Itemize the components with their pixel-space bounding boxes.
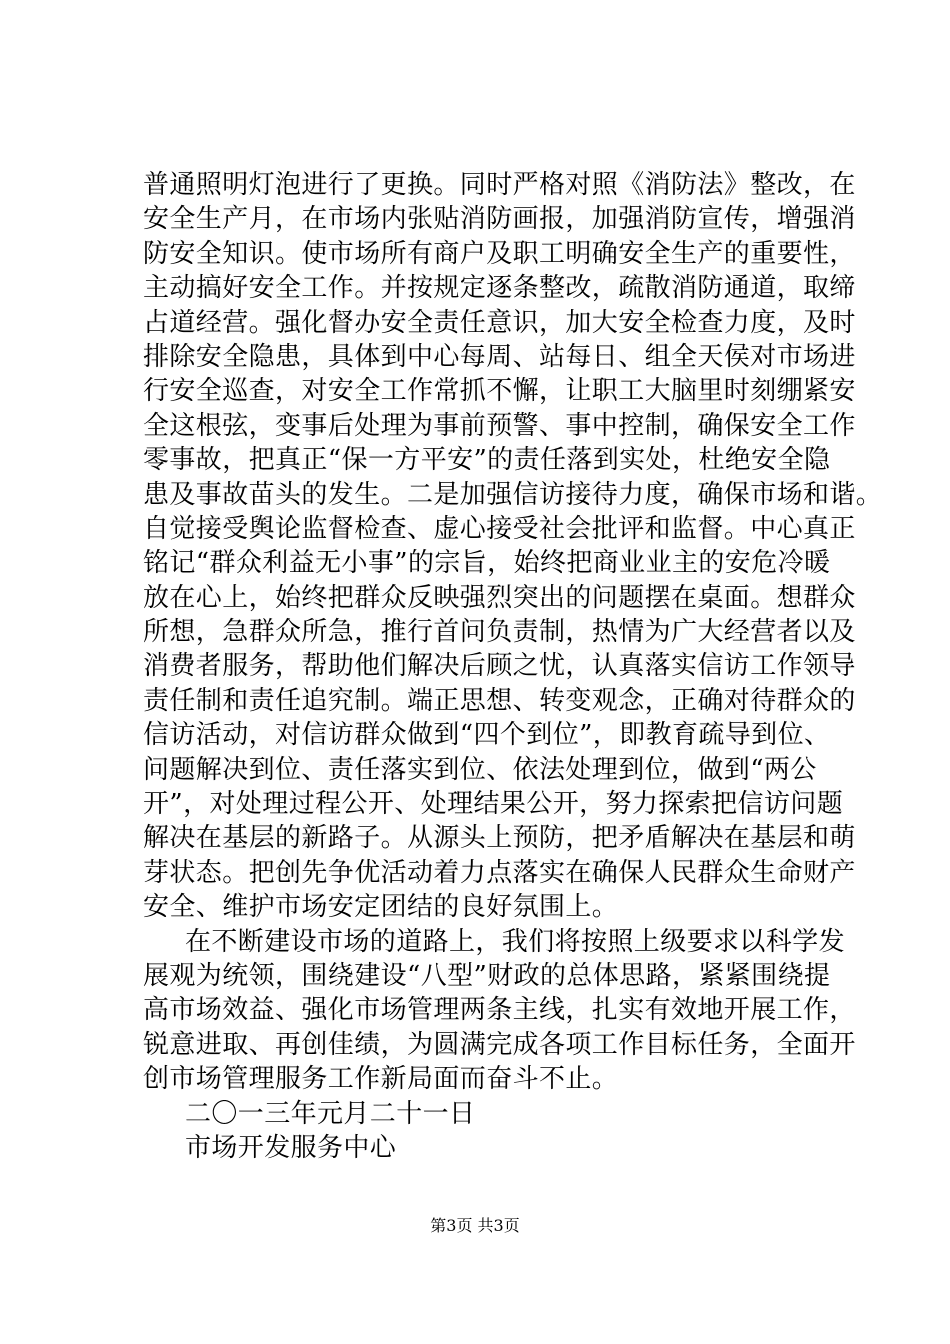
page-footer — [0, 1213, 950, 1236]
text-line: 安全、维护市场安定团结的良好氛围上。 — [143, 892, 619, 923]
text-line: 责任制和责任追究制。端正思想、转变观念，正确对待群众的 — [143, 685, 856, 716]
text-line: 自觉接受舆论监督检查、虚心接受社会批评和监督。中心真正 — [143, 513, 856, 544]
document-date: 二〇一三年元月二十一日 — [185, 1098, 476, 1129]
text-line: 主动搞好安全工作。并按规定逐条整改，疏散消防通道，取缔 — [143, 273, 856, 304]
text-line: 放在心上，始终把群众反映强烈突出的问题摆在桌面。想群众 — [143, 582, 856, 613]
text-line: 信访活动，对信访群众做到“四个到位”，即教育疏导到位、 — [143, 720, 831, 751]
text-line: 解决在基层的新路子。从源头上预防，把矛盾解决在基层和萌 — [143, 823, 856, 854]
text-line: 安全生产月，在市场内张贴消防画报，加强消防宣传，增强消 — [143, 204, 856, 235]
text-line: 零事故，把真正“保一方平安”的责任落到实处，杜绝安全隐 — [143, 445, 831, 476]
document-body — [143, 168, 883, 1165]
text-line: 在不断建设市场的道路上，我们将按照上级要求以科学发 — [185, 926, 846, 957]
text-line: 锐意进取、再创佳绩，为圆满完成各项工作目标任务，全面开 — [143, 1029, 856, 1060]
text-line: 所想，急群众所急，推行首问负责制，热情为广大经营者以及 — [143, 617, 856, 648]
text-line: 展观为统领，围绕建设“八型”财政的总体思路，紧紧围绕提 — [143, 960, 831, 991]
text-line: 排除安全隐患，具体到中心每周、站每日、组全天侯对市场进 — [143, 341, 856, 372]
text-line: 铭记“群众利益无小事”的宗旨，始终把商业业主的安危冷暖 — [143, 548, 831, 579]
text-line: 行安全巡查，对安全工作常抓不懈，让职工大脑里时刻绷紧安 — [143, 376, 856, 407]
text-line: 消费者服务，帮助他们解决后顾之忧，认真落实信访工作领导 — [143, 651, 856, 682]
page-number-label: 第3页 共3页 — [430, 1216, 520, 1235]
document-signature: 市场开发服务中心 — [185, 1132, 397, 1163]
text-line: 全这根弦，变事后处理为事前预警、事中控制，确保安全工作 — [143, 410, 856, 441]
text-line: 创市场管理服务工作新局面而奋斗不止。 — [143, 1064, 619, 1095]
text-line: 防安全知识。使市场所有商户及职工明确安全生产的重要性， — [143, 238, 856, 269]
text-line: 患及事故苗头的发生。二是加强信访接待力度，确保市场和谐。 — [143, 479, 883, 510]
text-line: 芽状态。把创先争优活动着力点落实在确保人民群众生命财产 — [143, 857, 856, 888]
text-line: 开”，对处理过程公开、处理结果公开，努力探索把信访问题 — [143, 789, 844, 820]
text-line: 占道经营。强化督办安全责任意识，加大安全检查力度，及时 — [143, 307, 856, 338]
text-line: 问题解决到位、责任落实到位、依法处理到位，做到“两公 — [143, 754, 817, 785]
text-line: 普通照明灯泡进行了更换。同时严格对照《消防法》整改，在 — [143, 170, 856, 200]
text-line: 高市场效益、强化市场管理两条主线，扎实有效地开展工作， — [143, 995, 856, 1026]
